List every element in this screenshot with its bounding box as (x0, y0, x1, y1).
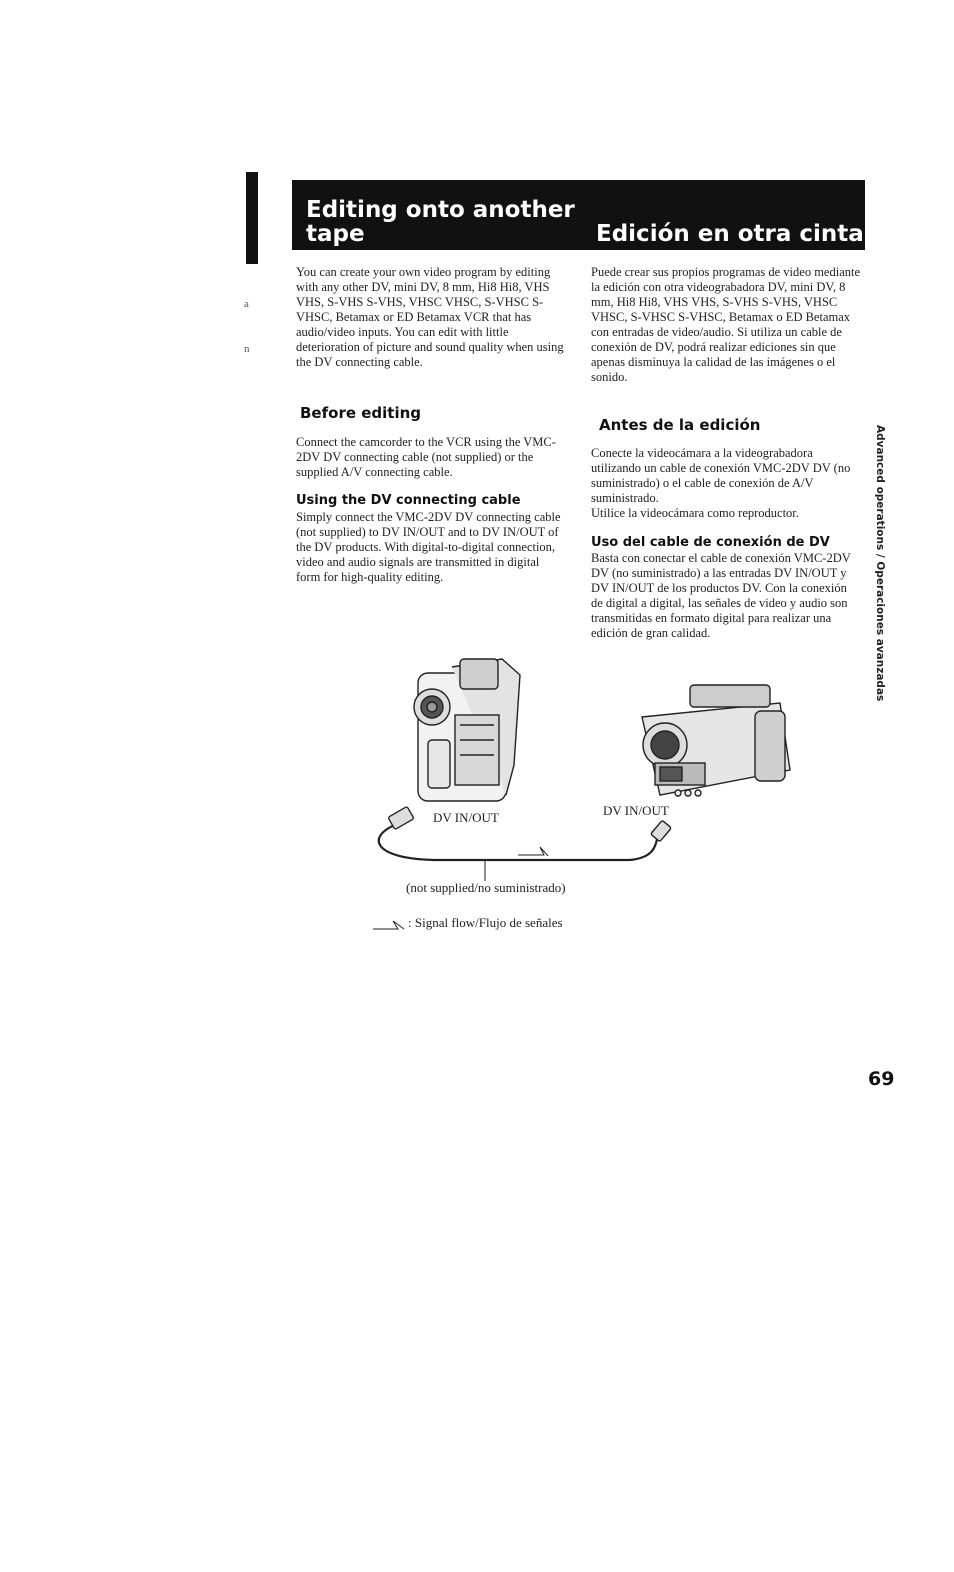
heading-before-editing: Before editing (300, 404, 422, 422)
intro-text-en: You can create your own video program by editing with any other DV, mini DV, 8 mm, Hi8 Hi8, VHS VHS, S-VHS S-VHS, VHSC VHSC, S-VHSC S-VHSC, Betamax or ED Betamax VCR that has audio/video inputs. You can edit with little deterioration of picture and sound quality when using the DV connecting cable. (296, 265, 564, 369)
connection-diagram (360, 645, 810, 885)
signal-flow-legend-icon (372, 917, 406, 931)
margin-mark: a (244, 298, 249, 310)
intro-text-es: Puede crear sus propios programas de video mediante la edición con otra videograbadora DV, mini DV, 8 mm, Hi8 Hi8, VHS VHS, S-VHS S-VHS, VHSC VHSC, S-VHSC S-VHSC, Betamax o ED Betamax con entradas de video/audio. Si utiliza un cable de conexión de DV, podrá realizar ediciones sin que apenas disminuya la calidad de las imágenes o el sonido. (591, 265, 861, 384)
page-title-en: Editing onto another tape (306, 197, 575, 247)
side-tab-label: Advanced operations / Operaciones avanzadas (874, 425, 886, 702)
heading-dv-cable-es: Uso del cable de conexión de DV (591, 535, 830, 550)
before-editing-text-en: Connect the camcorder to the VCR using the VMC-2DV DV connecting cable (not supplied) or the supplied A/V connecting cable. (296, 435, 556, 479)
dv-cable-text-es: Basta con conectar el cable de conexión VMC-2DV DV (no suministrado) a las entradas DV IN/OUT y DV IN/OUT de los productos DV. Con la conexión de digital a digital, las señales de video y audio son transmitidas en formato digital para realizar una edición de gran calidad. (591, 551, 851, 640)
signal-flow-arrow (518, 847, 548, 856)
section-marker-bar (246, 172, 258, 264)
dv-cable-text-en: Simply connect the VMC-2DV DV connecting cable (not supplied) to DV IN/OUT and to DV IN/OUT of the DV products. With digital-to-digital connection, video and audio signals are transmitted in digital form for high-quality editing. (296, 510, 561, 584)
cable-note-label: (not supplied/no suministrado) (406, 880, 566, 895)
heading-dv-cable-en: Using the DV connecting cable (296, 493, 521, 508)
page-number: 69 (868, 1068, 895, 1090)
dv-inout-label-right: DV IN/OUT (603, 803, 669, 818)
signal-flow-legend-text: : Signal flow/Flujo de señales (408, 915, 563, 930)
camcorder-left-illustration (414, 659, 520, 801)
cable-plug-right (651, 820, 672, 842)
camcorder-right-illustration (642, 685, 790, 796)
margin-mark: n (244, 343, 250, 355)
dv-cable (379, 823, 660, 860)
before-editing-text2-es: Utilice la videocámara como reproductor. (591, 506, 799, 520)
dv-inout-label-left: DV IN/OUT (433, 810, 499, 825)
heading-antes-edicion: Antes de la edición (599, 416, 761, 434)
page-title-es: Edición en otra cinta (596, 221, 864, 247)
before-editing-text-es: Conecte la videocámara a la videograbadora utilizando un cable de conexión VMC-2DV DV (no suministrado) o el cable de conexión de A/V suministrado. (591, 446, 851, 505)
